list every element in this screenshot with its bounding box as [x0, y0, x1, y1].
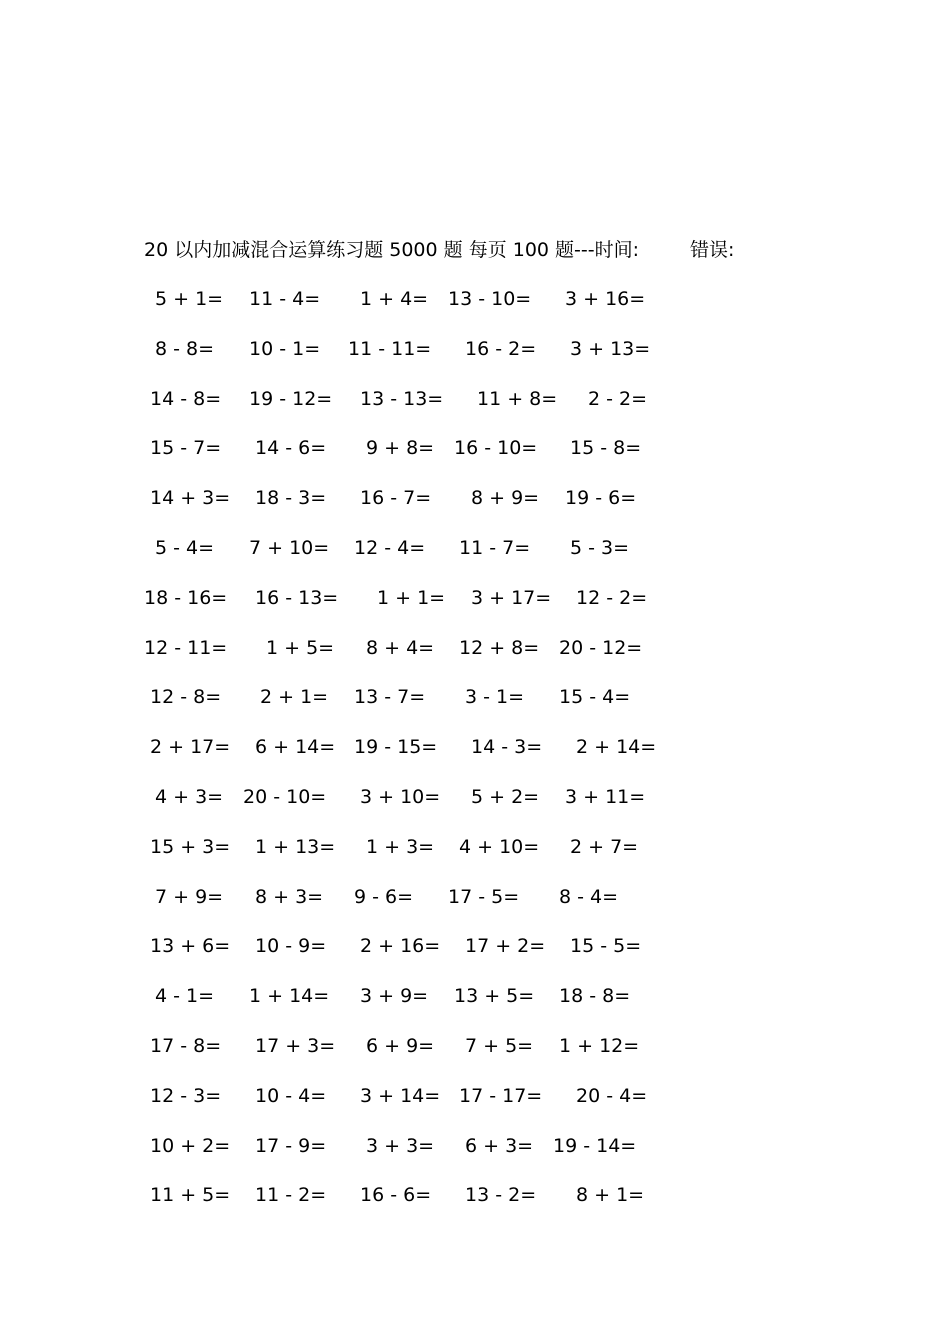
problem-row: [0, 882, 950, 932]
math-problem: 14 + 3=: [150, 487, 231, 510]
problem-row: [0, 633, 950, 683]
math-problem: 1 + 1=: [377, 586, 446, 609]
math-problem: 10 - 1=: [249, 337, 321, 360]
math-problem: 13 - 2=: [465, 1184, 537, 1207]
problem-row: [0, 433, 950, 483]
math-problem: 2 + 14=: [576, 736, 657, 759]
math-problem: 13 + 6=: [150, 935, 231, 958]
math-problem: 13 - 7=: [354, 686, 426, 709]
math-problem: 13 - 10=: [448, 288, 532, 310]
math-problem: 7 + 10=: [249, 536, 330, 559]
math-problem: 6 + 3=: [465, 1134, 534, 1157]
math-problem: 11 + 8=: [477, 387, 558, 410]
math-problem: 2 + 1=: [260, 686, 329, 709]
math-problem: 17 + 3=: [255, 1034, 336, 1057]
problem-row: [0, 1081, 950, 1131]
math-problem: 11 + 5=: [150, 1184, 231, 1207]
math-problem: 6 + 9=: [366, 1034, 435, 1057]
math-problem: 16 - 6=: [360, 1184, 432, 1207]
math-problem: 12 - 2=: [576, 586, 648, 609]
math-problem: 11 - 2=: [255, 1184, 327, 1207]
math-problem: 16 - 10=: [454, 437, 538, 460]
math-problem: 3 + 9=: [360, 985, 429, 1008]
problem-row: [0, 1180, 950, 1230]
math-problem: 3 + 13=: [570, 337, 651, 360]
problem-row: [0, 1131, 950, 1181]
math-problem: 10 + 2=: [150, 1134, 231, 1157]
math-problem: 1 + 13=: [255, 835, 336, 858]
problem-row: [0, 533, 950, 583]
problem-row: [0, 483, 950, 533]
math-problem: 17 - 9=: [255, 1134, 327, 1157]
math-problem: 8 - 4=: [559, 885, 619, 908]
math-problem: 19 - 12=: [249, 387, 333, 410]
problem-row: [0, 931, 950, 981]
math-problem: 1 + 5=: [266, 636, 335, 659]
worksheet-header: [144, 236, 844, 264]
math-problem: 19 - 6=: [565, 487, 637, 510]
math-problem: 8 + 3=: [255, 885, 324, 908]
math-problem: 3 + 11=: [565, 785, 646, 808]
problem-row: [0, 334, 950, 384]
math-problem: 15 - 5=: [570, 935, 642, 958]
math-problem: 15 - 4=: [559, 686, 631, 709]
math-problem: 2 + 16=: [360, 935, 441, 958]
problem-row: [0, 284, 950, 334]
math-problem: 2 + 17=: [150, 736, 231, 759]
math-problem: 1 + 4=: [360, 288, 429, 310]
math-problem: 5 - 3=: [570, 536, 630, 559]
math-problem: 1 + 14=: [249, 985, 330, 1008]
math-problem: 8 - 8=: [155, 337, 215, 360]
math-problem: 6 + 14=: [255, 736, 336, 759]
math-problem: 13 + 5=: [454, 985, 535, 1008]
math-problem: 2 - 2=: [588, 387, 648, 410]
problem-row: [0, 384, 950, 434]
math-problem: 18 - 16=: [144, 586, 228, 609]
math-problem: 3 - 1=: [465, 686, 525, 709]
math-problem: 14 - 3=: [471, 736, 543, 759]
problem-grid: [0, 284, 950, 1230]
math-problem: 12 - 8=: [150, 686, 222, 709]
math-problem: 3 + 16=: [565, 288, 646, 310]
math-problem: 16 - 7=: [360, 487, 432, 510]
math-problem: 11 - 7=: [459, 536, 531, 559]
problem-row: [0, 981, 950, 1031]
math-problem: 15 - 7=: [150, 437, 222, 460]
math-problem: 10 - 9=: [255, 935, 327, 958]
math-problem: 13 - 13=: [360, 387, 444, 410]
math-problem: 7 + 9=: [155, 885, 224, 908]
math-problem: 14 - 6=: [255, 437, 327, 460]
math-problem: 10 - 4=: [255, 1084, 327, 1107]
math-problem: 20 - 4=: [576, 1084, 648, 1107]
math-problem: 17 - 17=: [459, 1084, 543, 1107]
math-problem: 16 - 13=: [255, 586, 339, 609]
problem-row: [0, 782, 950, 832]
problem-row: [0, 732, 950, 782]
math-problem: 12 - 4=: [354, 536, 426, 559]
math-problem: 20 - 10=: [243, 785, 327, 808]
math-problem: 12 - 11=: [144, 636, 228, 659]
math-problem: 8 + 4=: [366, 636, 435, 659]
math-problem: 1 + 3=: [366, 835, 435, 858]
problem-row: [0, 832, 950, 882]
math-problem: 11 - 4=: [249, 288, 321, 310]
math-problem: 5 + 2=: [471, 785, 540, 808]
math-problem: 3 + 3=: [366, 1134, 435, 1157]
math-problem: 5 - 4=: [155, 536, 215, 559]
math-problem: 17 - 8=: [150, 1034, 222, 1057]
problem-row: [0, 1031, 950, 1081]
worksheet-title: 20 以内加减混合运算练习题 5000 题 每页 100 题---时间:: [144, 239, 640, 261]
math-problem: 11 - 11=: [348, 337, 432, 360]
math-problem: 19 - 15=: [354, 736, 438, 759]
math-problem: 17 - 5=: [448, 885, 520, 908]
math-problem: 20 - 12=: [559, 636, 643, 659]
math-problem: 3 + 14=: [360, 1084, 441, 1107]
math-problem: 8 + 1=: [576, 1184, 645, 1207]
math-problem: 3 + 10=: [360, 785, 441, 808]
math-problem: 9 + 8=: [366, 437, 435, 460]
math-problem: 12 + 8=: [459, 636, 540, 659]
math-problem: 8 + 9=: [471, 487, 540, 510]
math-problem: 18 - 3=: [255, 487, 327, 510]
math-problem: 4 + 10=: [459, 835, 540, 858]
math-problem: 1 + 12=: [559, 1034, 640, 1057]
errors-label: 错误:: [690, 239, 735, 261]
math-problem: 3 + 17=: [471, 586, 552, 609]
math-problem: 18 - 8=: [559, 985, 631, 1008]
math-problem: 19 - 14=: [553, 1134, 637, 1157]
math-problem: 5 + 1=: [155, 288, 224, 310]
math-problem: 17 + 2=: [465, 935, 546, 958]
math-problem: 4 - 1=: [155, 985, 215, 1008]
math-problem: 2 + 7=: [570, 835, 639, 858]
math-problem: 4 + 3=: [155, 785, 224, 808]
math-problem: 16 - 2=: [465, 337, 537, 360]
math-problem: 15 - 8=: [570, 437, 642, 460]
problem-row: [0, 682, 950, 732]
math-problem: 9 - 6=: [354, 885, 414, 908]
math-problem: 15 + 3=: [150, 835, 231, 858]
problem-row: [0, 583, 950, 633]
math-problem: 7 + 5=: [465, 1034, 534, 1057]
math-problem: 14 - 8=: [150, 387, 222, 410]
math-problem: 12 - 3=: [150, 1084, 222, 1107]
